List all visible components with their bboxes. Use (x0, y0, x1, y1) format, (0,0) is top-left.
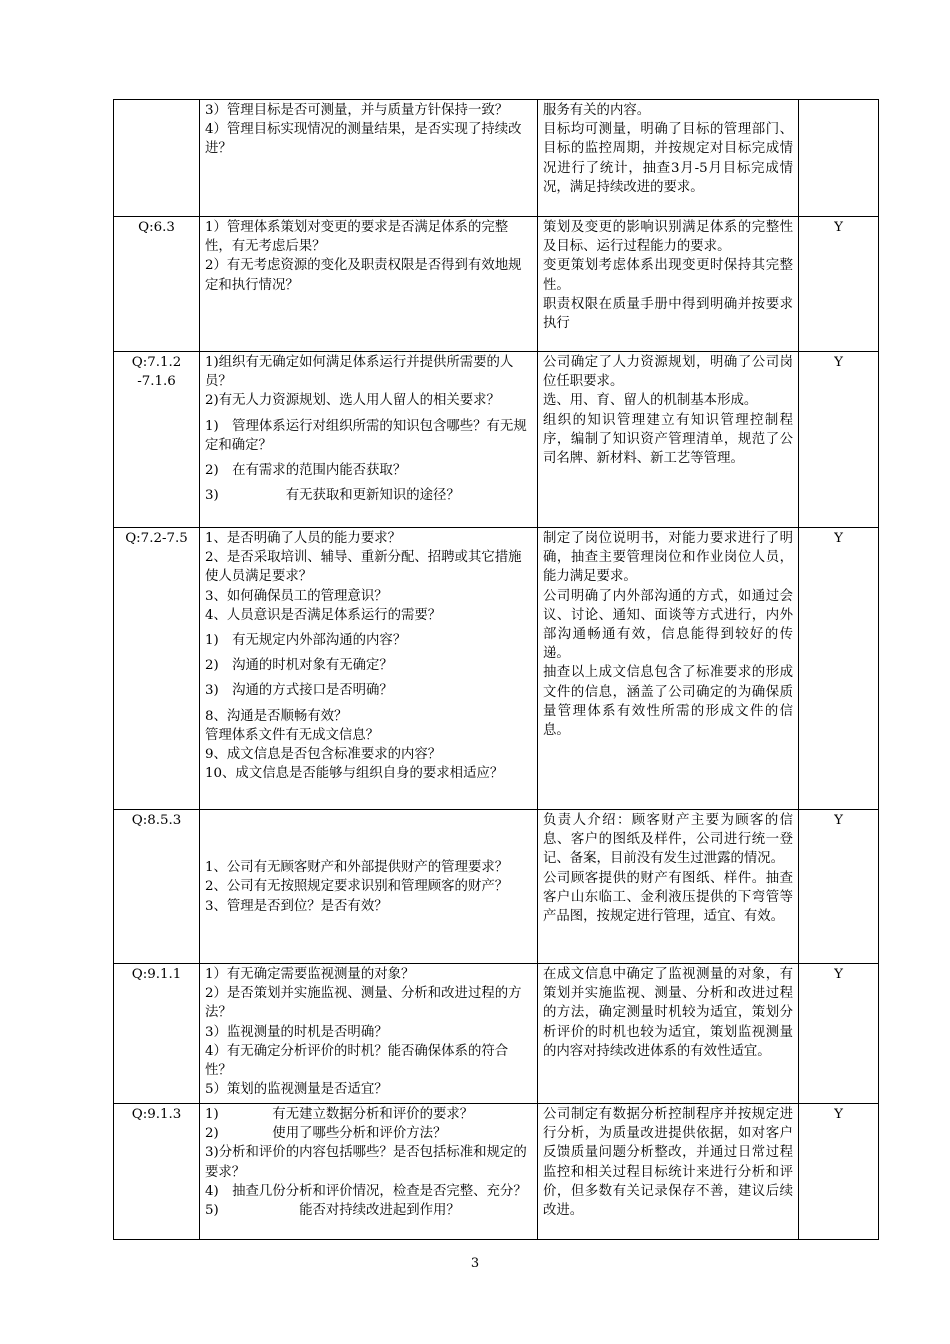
evidence-cell (538, 528, 799, 810)
clause-cell: Q:8.5.3 (114, 810, 200, 964)
page-number: 3 (470, 1256, 480, 1271)
evidence-line: 职责权限在质量手册中得到明确并按要求执行 (543, 296, 793, 332)
question-line: 5) 能否对持续改进起到作用？ (205, 1203, 460, 1219)
question-line: 5）策划的监视测量是否适宜？ (205, 1082, 388, 1098)
table-row (114, 100, 879, 217)
question-line: 1、公司有无顾客财产和外部提供财产的管理要求？ (205, 860, 509, 876)
question-line: 2）是否策划并实施监视、测量、分析和改进过程的方法？ (205, 986, 522, 1021)
table-row (114, 964, 879, 1104)
question-line: 8、沟通是否顺畅有效？ (205, 708, 348, 724)
question-line: 1) 有无建立数据分析和评价的要求？ (205, 1107, 474, 1122)
audit-table (113, 99, 879, 1240)
evidence-line: 公司制定有数据分析控制程序并按规定进行分析，为质量改进提供依据，如对客户反馈质量问题分析整改，并通过日常过程监控和相关过程目标统计来进行分析和评价，但多数有关记录保存不善，建议后续改进。 (543, 1107, 793, 1219)
table-row (114, 810, 879, 964)
question-line: 3、如何确保员工的管理意识？ (205, 588, 388, 604)
question-line: 2) 使用了哪些分析和评价方法？ (205, 1126, 447, 1142)
evidence-line: 公司确定了人力资源规划，明确了公司岗位任职要求。 (543, 355, 793, 390)
question-line: 3) 有无获取和更新知识的途径？ (205, 488, 460, 504)
question-line: 3) 沟通的方式接口是否明确？ (205, 683, 393, 699)
table-row (114, 1104, 879, 1240)
clause-cell: Q:9.1.1 (114, 964, 200, 1104)
evidence-line: 负责人介绍：顾客财产主要为顾客的信息、客户的图纸及样件，公司进行统一登记、备案，目前没有发生过泄露的情况。 (543, 813, 793, 867)
table-row (114, 352, 879, 528)
evidence-cell (538, 810, 799, 964)
table-row (114, 528, 879, 810)
question-line: 3)分析和评价的内容包括哪些？是否包括标准和规定的要求？ (205, 1145, 527, 1180)
clause-cell: Q:6.3 (114, 217, 200, 352)
question-line: 1）管理体系策划对变更的要求是否满足体系的完整性，有无考虑后果？ (205, 220, 509, 255)
question-line: 4、人员意识是否满足体系运行的需要？ (205, 607, 442, 623)
evidence-line: 公司顾客提供的财产有图纸、样件。抽查客户山东临工、金利液压提供的下弯管等产品图，按规定进行管理，适宜、有效。 (543, 870, 793, 925)
question-line: 2) 沟通的时机对象有无确定？ (205, 658, 393, 674)
evidence-cell (538, 352, 799, 528)
question-line: 2) 在有需求的范围内能否获取？ (205, 463, 407, 479)
result-cell: Y (799, 964, 879, 1104)
clause-cell: Q:7.2-7.5 (114, 528, 200, 810)
question-line: 2)有无人力资源规划、选人用人留人的相关要求？ (205, 393, 500, 409)
clause-cell: Q:7.1.2 -7.1.6 (114, 352, 200, 528)
question-cell (200, 217, 538, 352)
table-row (114, 217, 879, 352)
question-cell (200, 1104, 538, 1240)
evidence-line: 变更策划考虑体系出现变更时保持其完整性。 (543, 258, 793, 293)
question-line: 1、是否明确了人员的能力要求？ (205, 531, 401, 546)
evidence-line: 组织的知识管理建立有知识管理控制程序，编制了知识资产管理清单，规范了公司名牌、新材料、新工艺等管理。 (543, 412, 793, 467)
question-line: 10、成文信息是否能够与组织自身的要求相适应？ (205, 766, 504, 782)
evidence-line: 策划及变更的影响识别满足体系的完整性及目标、运行过程能力的要求。 (543, 220, 793, 255)
question-cell (200, 964, 538, 1104)
question-line: 1) 管理体系运行对组织所需的知识包含哪些？有无规定和确定？ (205, 418, 527, 453)
question-line: 1）有无确定需要监视测量的对象？ (205, 967, 415, 982)
clause-cell (114, 100, 200, 217)
evidence-line: 制定了岗位说明书，对能力要求进行了明确，抽查主要管理岗位和作业岗位人员，能力满足要求。 (543, 531, 793, 585)
result-cell: Y (799, 810, 879, 964)
evidence-line: 服务有关的内容。 (543, 103, 651, 118)
question-line: 3、管理是否到位？是否有效？ (205, 898, 388, 914)
evidence-cell (538, 217, 799, 352)
evidence-line: 抽查以上成文信息包含了标准要求的形成文件的信息，涵盖了公司确定的为确保质量管理体系有效性所需的形成文件的信息。 (543, 665, 793, 739)
result-cell: Y (799, 217, 879, 352)
evidence-line: 在成文信息中确定了监视测量的对象，有策划并实施监视、测量、分析和改进过程的方法，确定测量时机较为适宜，策划分析评价的时机也较为适宜，策划监视测量的内容对持续改进体系的有效性适宜。 (543, 967, 793, 1059)
result-cell: Y (799, 352, 879, 528)
evidence-cell (538, 100, 799, 217)
question-line: 3）监视测量的时机是否明确？ (205, 1024, 388, 1040)
question-line: 管理体系文件有无成文信息？ (205, 727, 380, 743)
question-line: 2）有无考虑资源的变化及职责权限是否得到有效地规定和执行情况？ (205, 258, 522, 293)
question-line: 2、是否采取培训、辅导、重新分配、招聘或其它措施使人员满足要求？ (205, 550, 522, 585)
result-cell: Y (799, 1104, 879, 1240)
question-cell (200, 352, 538, 528)
question-line: 4）有无确定分析评价的时机？能否确保体系的符合性？ (205, 1043, 509, 1079)
evidence-cell (538, 1104, 799, 1240)
evidence-cell (538, 964, 799, 1104)
question-line: 2、公司有无按照规定要求识别和管理顾客的财产？ (205, 879, 509, 895)
question-cell (200, 100, 538, 217)
question-cell (200, 528, 538, 810)
result-cell: Y (799, 528, 879, 810)
evidence-line: 公司明确了内外部沟通的方式，如通过会议、讨论、通知、面谈等方式进行，内外部沟通畅通有效，信息能得到较好的传递。 (543, 588, 793, 662)
question-line: 1) 有无规定内外部沟通的内容？ (205, 633, 407, 649)
question-line: 3）管理目标是否可测量，并与质量方针保持一致？ (205, 103, 509, 118)
question-line: 9、成文信息是否包含标准要求的内容？ (205, 747, 442, 763)
evidence-line: 选、用、育、留人的机制基本形成。 (543, 393, 758, 409)
result-cell (799, 100, 879, 217)
clause-cell: Q:9.1.3 (114, 1104, 200, 1240)
question-line: 4）管理目标实现情况的测量结果，是否实现了持续改进？ (205, 122, 522, 157)
question-cell (200, 810, 538, 964)
question-line: 4) 抽查几份分析和评价情况，检查是否完整、充分？ (205, 1183, 527, 1199)
question-line: 1)组织有无确定如何满足体系运行并提供所需要的人员？ (205, 355, 514, 390)
evidence-line: 目标均可测量，明确了目标的管理部门、目标的监控周期，并按规定对目标完成情况进行了统计，抽查3月-5月目标完成情况，满足持续改进的要求。 (543, 122, 793, 195)
